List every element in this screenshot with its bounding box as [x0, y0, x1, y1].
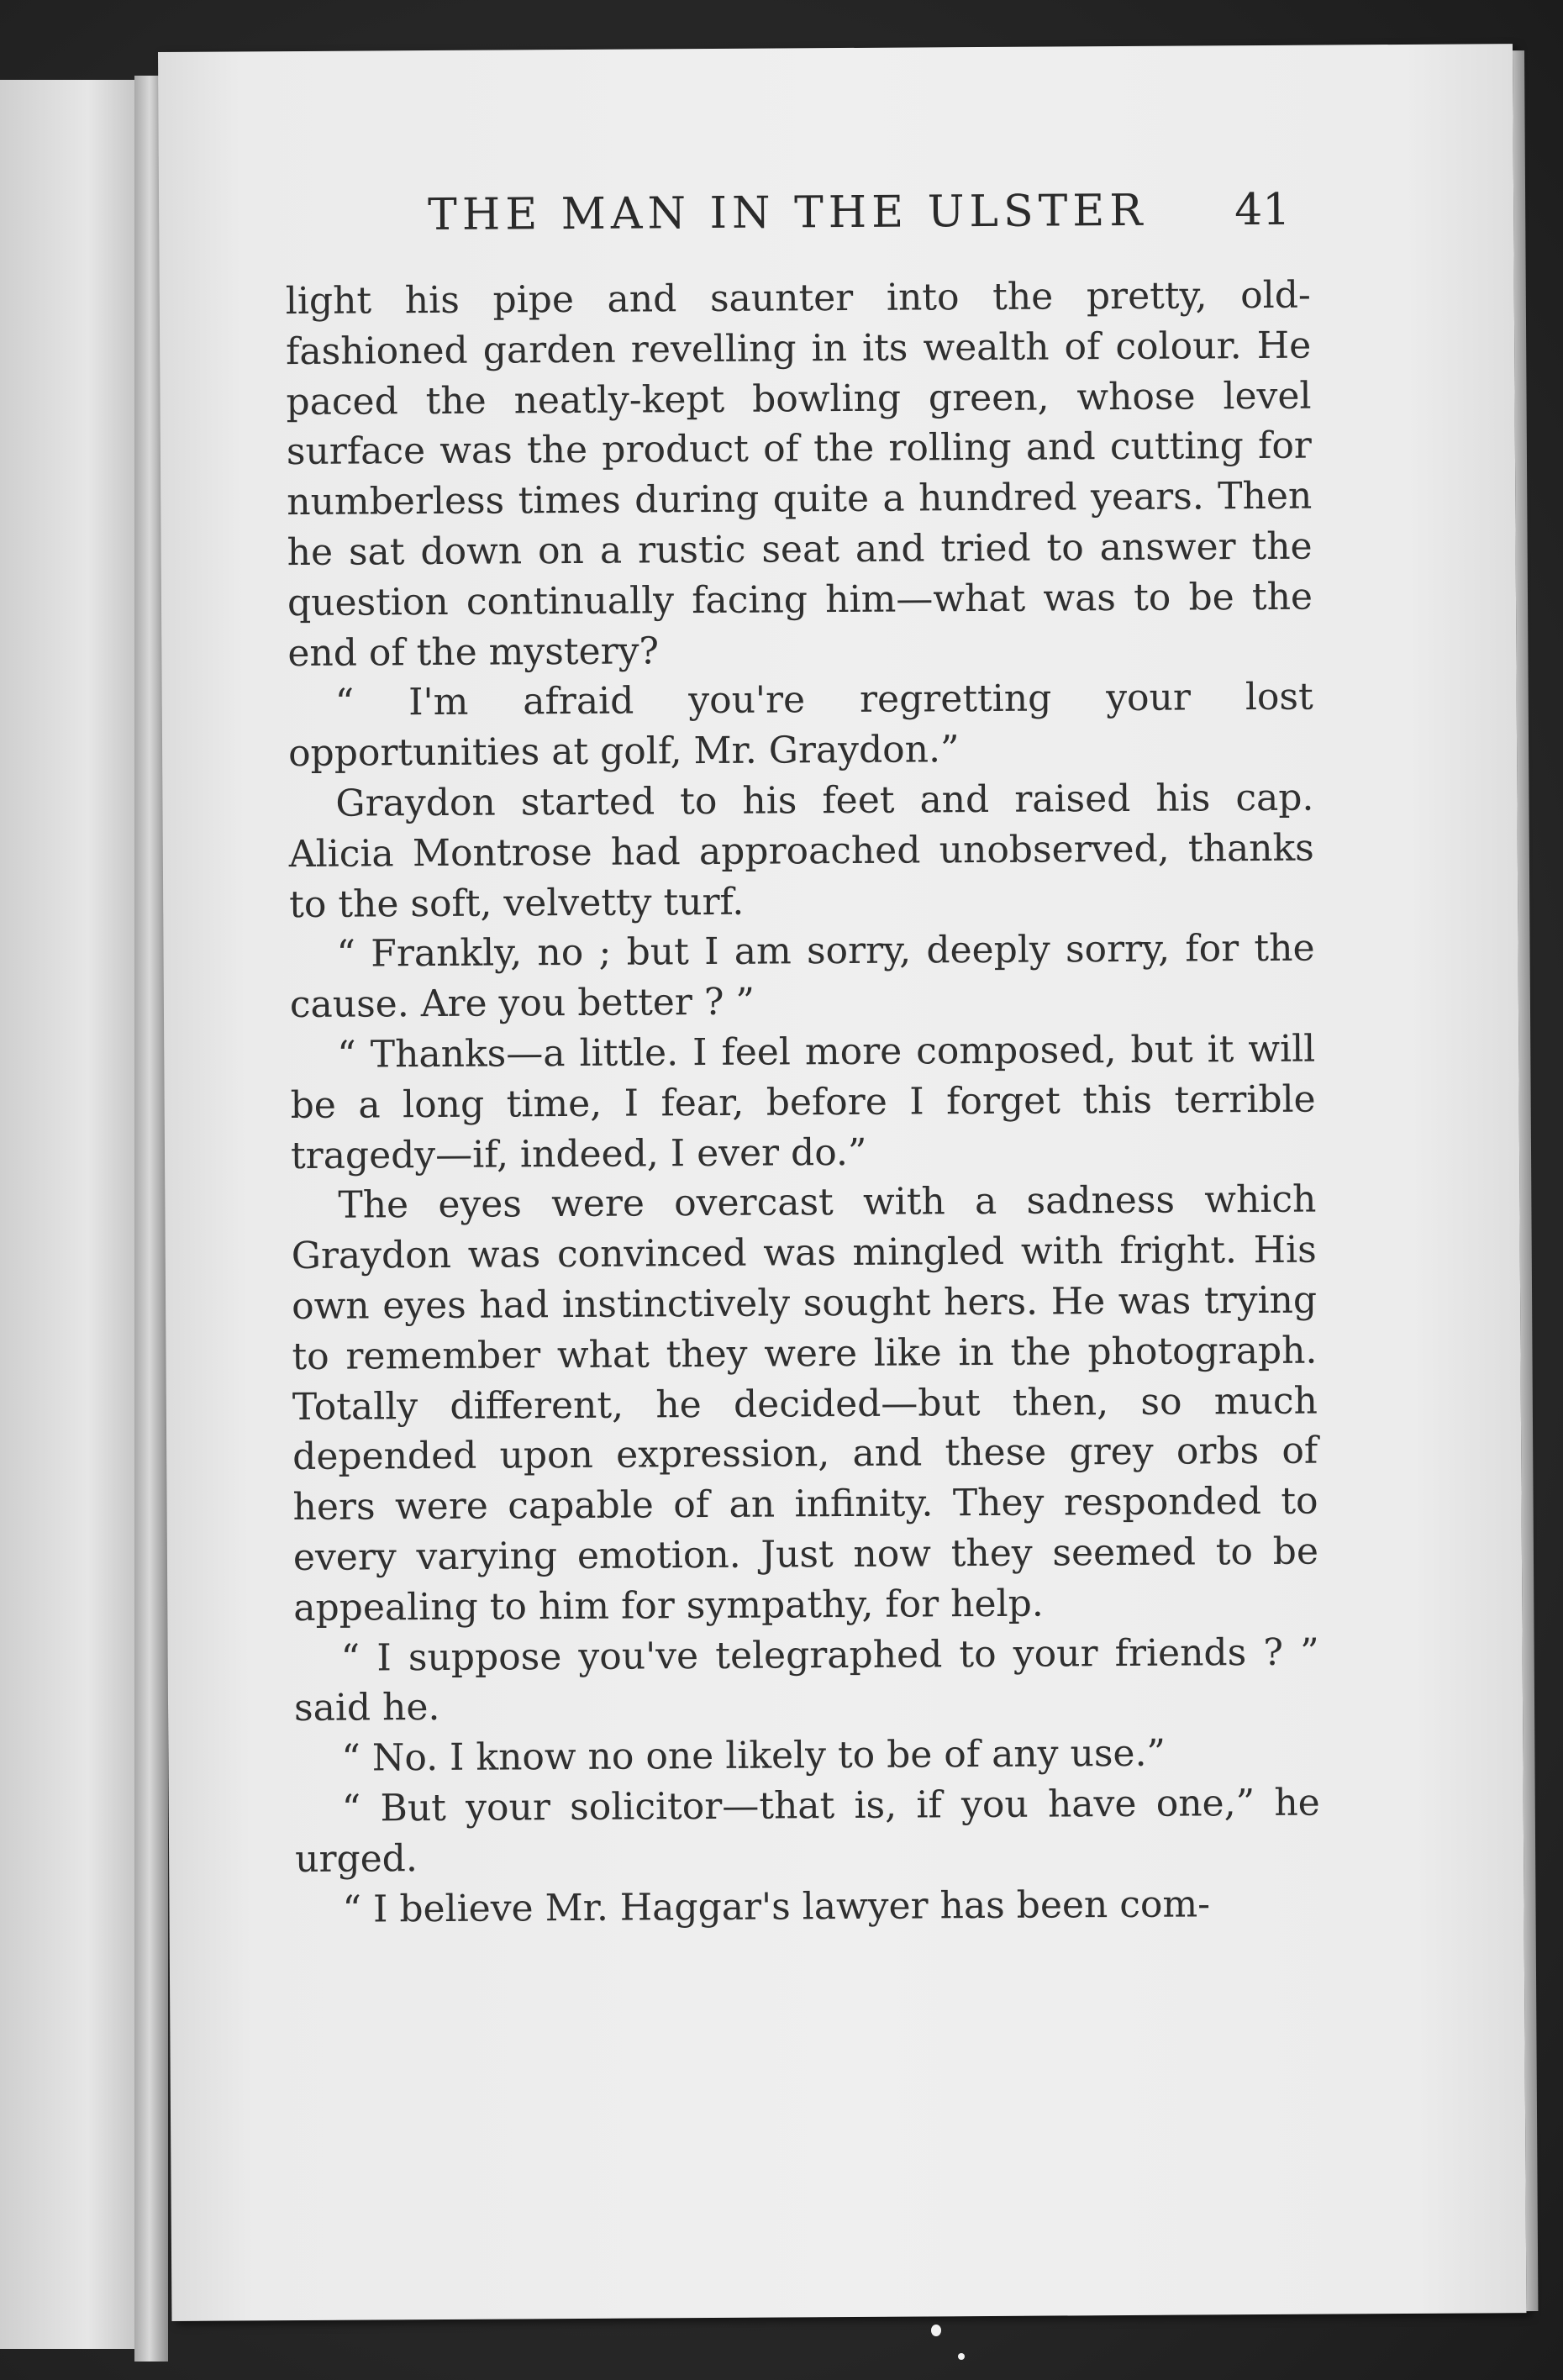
running-head-title: THE MAN IN THE ULSTER	[428, 185, 1148, 241]
paragraph: “ No. I know no one likely to be of any use.”	[341, 1731, 1166, 1780]
paragraph: The eyes were overcast with a sadness which Graydon was convinced was mingled with fright. His own eyes had instinctively sought hers. He was trying to remember what they were like in the photograph. Totally different, he decided—but then, so much depended upon expression, and these grey orbs of hers were capable of an infinity. They responded to every varying emotion. Just now they seemed to be appealing to him for sympathy, for help.	[291, 1177, 1319, 1630]
paragraph: “ I believe Mr. Haggar's lawyer has been com-	[342, 1882, 1211, 1931]
paragraph: “ I'm afraid you're regretting your lost opportunities at golf, Mr. Graydon.”	[287, 675, 1313, 776]
page-number: 41	[1234, 184, 1291, 236]
paragraph: light his pipe and saunter into the pretty, old-fashioned garden revelling in its wealth of colour. He paced the neatly-kept bowling green, whose level surface was the product of the rolling and cutting for numberless times during quite a hundred years. Then he sat down on a rustic seat and tried to answer the question continually facing him—what was to be the end of the mystery?	[285, 273, 1313, 675]
dust-speck	[931, 2325, 941, 2336]
running-head	[159, 184, 1361, 267]
paragraph: Graydon started to his feet and raised his cap. Alicia Montrose had approached unobserved, thanks to the soft, velvetty turf.	[288, 776, 1314, 926]
paragraph: “ Thanks—a little. I feel more composed, but it will be a long time, I fear, before I forget this terrible tragedy—if, indeed, I ever do.”	[290, 1027, 1316, 1177]
paragraph: “ I suppose you've telegraphed to your friends ? ” said he.	[293, 1630, 1319, 1730]
body-text	[286, 271, 1321, 1935]
paragraph: “ But your solicitor—that is, if you have one,” he urged.	[294, 1781, 1320, 1881]
paragraph: “ Frankly, no ; but I am sorry, deeply sorry, for the cause. Are you better ? ”	[289, 926, 1315, 1027]
page-edge-shadow	[1513, 50, 1538, 2311]
dust-speck	[958, 2353, 965, 2360]
book-page	[158, 44, 1526, 2321]
